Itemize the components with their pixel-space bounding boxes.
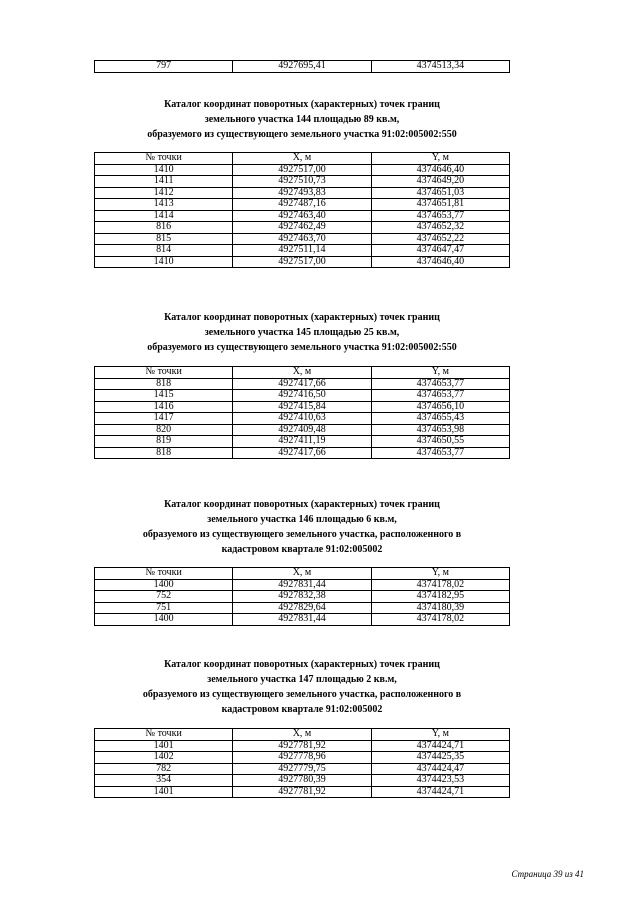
x-coordinate: 4927829,64 — [233, 602, 371, 614]
table-row — [95, 233, 510, 245]
x-coordinate: 4927517,00 — [233, 256, 371, 268]
y-coordinate: 4374653,77 — [371, 378, 509, 390]
point-number: 752 — [95, 591, 233, 603]
x-coordinate: 4927410,63 — [233, 413, 371, 425]
table-row — [95, 61, 510, 73]
table-row — [95, 579, 510, 591]
point-number: 816 — [95, 222, 233, 234]
point-number: 1401 — [95, 740, 233, 752]
table-header-row — [95, 153, 510, 165]
point-number: 782 — [95, 763, 233, 775]
table-row — [95, 614, 510, 626]
point-number: 819 — [95, 436, 233, 448]
y-coordinate: 4374652,32 — [371, 222, 509, 234]
point-number: 1417 — [95, 413, 233, 425]
y-coordinate: 4374656,10 — [371, 401, 509, 413]
y-coordinate: 4374646,40 — [371, 256, 509, 268]
y-coordinate: 4374647,47 — [371, 245, 509, 257]
x-coordinate: 4927462,49 — [233, 222, 371, 234]
header-y: Y, м — [371, 729, 509, 741]
table-row — [95, 413, 510, 425]
x-coordinate: 4927781,92 — [233, 786, 371, 798]
section-title-144 — [80, 97, 524, 142]
table-row — [95, 256, 510, 268]
x-coordinate: 4927415,84 — [233, 401, 371, 413]
y-coordinate: 4374424,71 — [371, 786, 509, 798]
section-title-145 — [80, 310, 524, 355]
title-line: Каталог координат поворотных (характерных) точек границ — [164, 499, 440, 510]
y-coordinate: 4374652,22 — [371, 233, 509, 245]
point-number: 1400 — [95, 614, 233, 626]
header-point-number: № точки — [95, 153, 233, 165]
title-line: образуемого из существующего земельного участка 91:02:005002:550 — [147, 342, 457, 353]
page-number: Страница 39 из 41 — [511, 869, 584, 879]
title-line: земельного участка 145 площадью 25 кв.м, — [204, 327, 400, 338]
point-number: 1402 — [95, 752, 233, 764]
title-line: образуемого из существующего земельного участка, расположенного в — [142, 529, 462, 540]
table-row — [95, 591, 510, 603]
y-coordinate: 4374178,02 — [371, 579, 509, 591]
table-row — [95, 176, 510, 188]
coordinates-table-147 — [94, 728, 510, 798]
point-number: 820 — [95, 424, 233, 436]
y-coordinate: 4374653,77 — [371, 447, 509, 459]
point-number: 751 — [95, 602, 233, 614]
title-line: образуемого из существующего земельного участка 91:02:005002:550 — [147, 129, 457, 140]
x-coordinate: 4927463,70 — [233, 233, 371, 245]
coordinates-table-146 — [94, 567, 510, 626]
header-x: X, м — [233, 729, 371, 741]
table-row — [95, 436, 510, 448]
y-coordinate: 4374651,03 — [371, 187, 509, 199]
header-x: X, м — [233, 367, 371, 379]
x-coordinate: 4927510,73 — [233, 176, 371, 188]
table-row — [95, 164, 510, 176]
coordinates-table-145 — [94, 366, 510, 459]
point-number: 354 — [95, 775, 233, 787]
x-coordinate: 4927511,14 — [233, 245, 371, 257]
title-line: образуемого из существующего земельного участка, расположенного в — [142, 689, 462, 700]
table-row — [95, 424, 510, 436]
y-coordinate: 4374182,95 — [371, 591, 509, 603]
header-x: X, м — [233, 568, 371, 580]
y-coordinate: 4374651,81 — [371, 199, 509, 211]
table-row — [95, 740, 510, 752]
table-header-row — [95, 568, 510, 580]
header-y: Y, м — [371, 367, 509, 379]
header-y: Y, м — [371, 568, 509, 580]
y-coordinate: 4374180,39 — [371, 602, 509, 614]
x-coordinate: 4927409,48 — [233, 424, 371, 436]
title-line: Каталог координат поворотных (характерных) точек границ — [164, 659, 440, 670]
y-coordinate: 4374646,40 — [371, 164, 509, 176]
point-number: 1412 — [95, 187, 233, 199]
x-coordinate: 4927463,40 — [233, 210, 371, 222]
y-coordinate: 4374513,34 — [371, 61, 509, 73]
y-coordinate: 4374425,35 — [371, 752, 509, 764]
table-header-row — [95, 729, 510, 741]
title-line: кадастровом квартале 91:02:005002 — [221, 704, 383, 715]
section-title-146 — [80, 497, 524, 557]
header-x: X, м — [233, 153, 371, 165]
point-number: 1414 — [95, 210, 233, 222]
table-row — [95, 222, 510, 234]
x-coordinate: 4927416,50 — [233, 390, 371, 402]
table-row — [95, 447, 510, 459]
table-row — [95, 390, 510, 402]
point-number: 818 — [95, 447, 233, 459]
table-row — [95, 602, 510, 614]
section-title-147 — [80, 657, 524, 717]
table-row — [95, 752, 510, 764]
title-line: Каталог координат поворотных (характерных) точек границ — [164, 312, 440, 323]
table-row — [95, 187, 510, 199]
y-coordinate: 4374178,02 — [371, 614, 509, 626]
title-line: земельного участка 146 площадью 6 кв.м, — [207, 514, 397, 525]
x-coordinate: 4927779,75 — [233, 763, 371, 775]
y-coordinate: 4374649,20 — [371, 176, 509, 188]
table-row — [95, 401, 510, 413]
continuation-table — [94, 60, 510, 73]
y-coordinate: 4374653,98 — [371, 424, 509, 436]
y-coordinate: 4374650,55 — [371, 436, 509, 448]
table-row — [95, 210, 510, 222]
point-number: 818 — [95, 378, 233, 390]
x-coordinate: 4927487,16 — [233, 199, 371, 211]
x-coordinate: 4927411,19 — [233, 436, 371, 448]
title-line: Каталог координат поворотных (характерных) точек границ — [164, 99, 440, 110]
coordinates-table-144 — [94, 152, 510, 268]
x-coordinate: 4927781,92 — [233, 740, 371, 752]
table-row — [95, 245, 510, 257]
x-coordinate: 4927831,44 — [233, 579, 371, 591]
header-point-number: № точки — [95, 367, 233, 379]
point-number: 1401 — [95, 786, 233, 798]
x-coordinate: 4927417,66 — [233, 447, 371, 459]
table-row — [95, 378, 510, 390]
point-number: 1411 — [95, 176, 233, 188]
point-number: 1416 — [95, 401, 233, 413]
x-coordinate: 4927517,00 — [233, 164, 371, 176]
title-line: земельного участка 147 площадью 2 кв.м, — [207, 674, 397, 685]
table-row — [95, 775, 510, 787]
y-coordinate: 4374423,53 — [371, 775, 509, 787]
x-coordinate: 4927778,96 — [233, 752, 371, 764]
point-number: 1415 — [95, 390, 233, 402]
header-point-number: № точки — [95, 729, 233, 741]
point-number: 815 — [95, 233, 233, 245]
y-coordinate: 4374655,43 — [371, 413, 509, 425]
x-coordinate: 4927831,44 — [233, 614, 371, 626]
point-number: 814 — [95, 245, 233, 257]
y-coordinate: 4374653,77 — [371, 210, 509, 222]
header-y: Y, м — [371, 153, 509, 165]
table-row — [95, 199, 510, 211]
x-coordinate: 4927832,38 — [233, 591, 371, 603]
point-number: 1410 — [95, 256, 233, 268]
y-coordinate: 4374653,77 — [371, 390, 509, 402]
x-coordinate: 4927695,41 — [233, 61, 371, 73]
title-line: кадастровом квартале 91:02:005002 — [221, 544, 383, 555]
x-coordinate: 4927780,39 — [233, 775, 371, 787]
table-header-row — [95, 367, 510, 379]
x-coordinate: 4927417,66 — [233, 378, 371, 390]
title-line: земельного участка 144 площадью 89 кв.м, — [204, 114, 400, 125]
table-row — [95, 786, 510, 798]
x-coordinate: 4927493,83 — [233, 187, 371, 199]
point-number: 1413 — [95, 199, 233, 211]
point-number: 1400 — [95, 579, 233, 591]
point-number: 797 — [95, 61, 233, 73]
point-number: 1410 — [95, 164, 233, 176]
y-coordinate: 4374424,71 — [371, 740, 509, 752]
table-row — [95, 763, 510, 775]
y-coordinate: 4374424,47 — [371, 763, 509, 775]
header-point-number: № точки — [95, 568, 233, 580]
